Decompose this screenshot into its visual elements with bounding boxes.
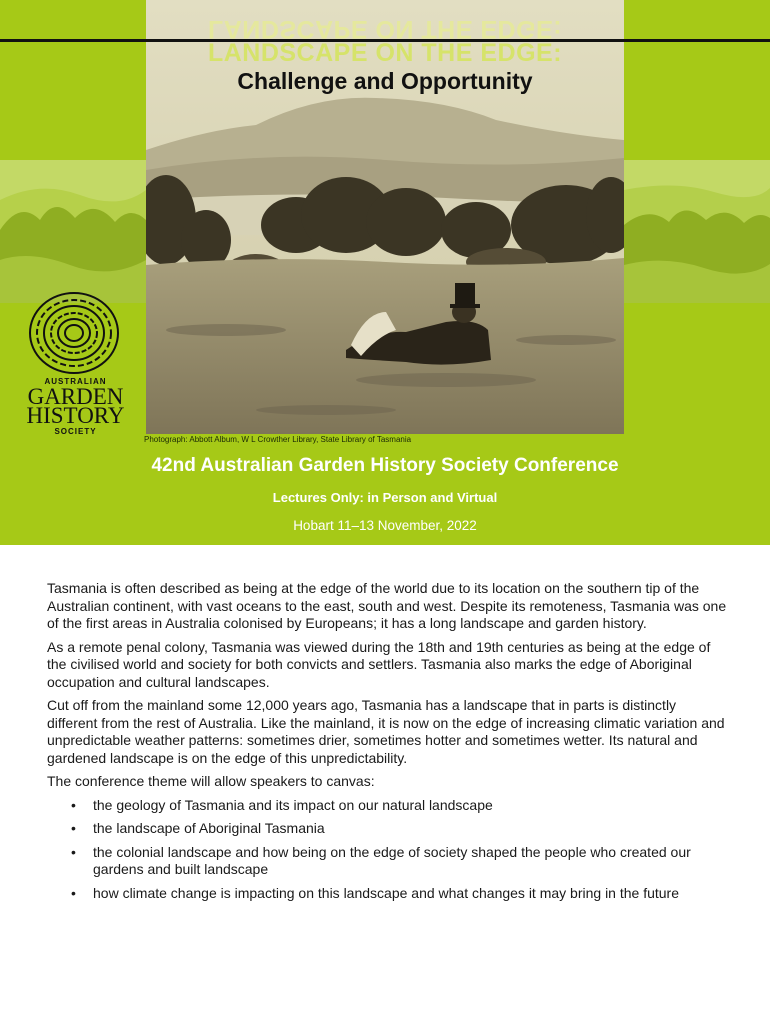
side-landscape-right — [624, 160, 770, 303]
side-landscape-left — [0, 160, 146, 303]
conference-date: Hobart 11–13 November, 2022 — [293, 518, 477, 533]
garden-history-society-logo — [18, 283, 133, 438]
list-item: • the colonial landscape and how being on the edge of society shaped the people who created our gardens and built landscape — [93, 844, 727, 879]
paragraph-theme: The conference theme will allow speakers to canvas: — [47, 773, 375, 789]
paragraph-mainland: Cut off from the mainland some 12,000 years ago, Tasmania has a landscape that in parts is distinctly different from the rest of Australia. Like the mainland, it is now on the edge of increasing climatic variation and unpredictable weather patterns: sometimes drier, sometimes hotter and sometimes wetter. Its natural and gardened landscape is on the edge of this unpredictability. — [47, 697, 725, 766]
page-title: LANDSCAPE ON THE EDGE: — [207, 39, 563, 67]
title-reflection: LANDSCAPE ON THE EDGE: — [207, 15, 563, 43]
paragraph-intro: Tasmania is often described as being at the edge of the world due to its location on the southern tip of the Australian continent, with vast oceans to the east, south and west. Despite its remoteness, Tasmania was one of the first areas in Australia colonised by Europeans; it has a long landscape and garden history. — [47, 580, 727, 631]
list-item: • the landscape of Aboriginal Tasmania — [93, 820, 727, 838]
paragraph-penal-colony: As a remote penal colony, Tasmania was viewed during the 18th and 19th centuries as being at the edge of the civilised world and society for both convicts and settlers. Tasmania also marks the edge of Aboriginal occupation and cultural landscapes. — [47, 638, 711, 690]
list-item: • how climate change is impacting on this landscape and what changes it may bring in the future — [93, 885, 727, 903]
logo-line-history: HISTORY — [26, 403, 125, 428]
theme-list — [47, 797, 727, 903]
logo-line-garden: GARDEN — [27, 384, 124, 409]
photo-credit: Photograph: Abbott Album, W L Crowther Library, State Library of Tasmania — [144, 435, 412, 444]
logo-line-society: SOCIETY — [54, 427, 97, 436]
body-content — [47, 580, 727, 908]
page-subtitle: Challenge and Opportunity — [237, 68, 533, 94]
tree-ring-icon — [26, 289, 122, 377]
conference-title: 42nd Australian Garden History Society Conference — [151, 455, 619, 476]
logo-line-australian: AUSTRALIAN — [44, 377, 107, 386]
list-item: • the geology of Tasmania and its impact on our natural landscape — [93, 797, 727, 815]
conference-subtitle: Lectures Only: in Person and Virtual — [272, 490, 498, 505]
